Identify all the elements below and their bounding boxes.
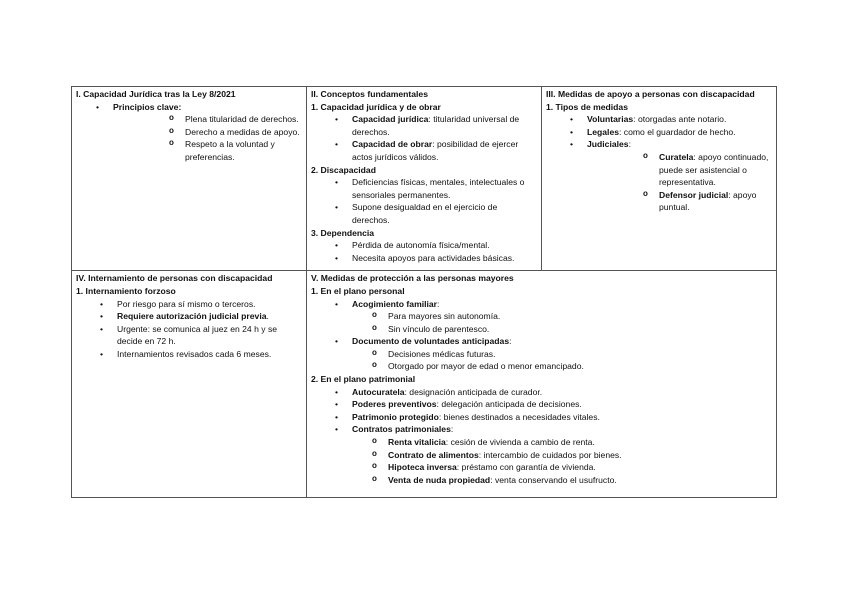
- list-item: • Internamientos revisados cada 6 meses.: [76, 348, 302, 361]
- item-text: : designación anticipada de curador.: [404, 386, 543, 397]
- list-item: o Derecho a medidas de apoyo.: [113, 126, 302, 139]
- section-title: IV. Internamiento de personas con discapacidad: [76, 273, 273, 284]
- list-item: • Pérdida de autonomía física/mental.: [311, 239, 537, 252]
- item-label: Venta de nuda propiedad: [388, 474, 491, 485]
- item-text: : otorgadas ante notario.: [633, 114, 727, 125]
- bullet-list: [311, 113, 537, 163]
- item-label: Capacidad jurídica: [352, 114, 429, 125]
- item-label: Legales: [587, 126, 620, 137]
- cell-internamiento: [72, 271, 307, 498]
- list-item: • Deficiencias físicas, mentales, intelectuales o sensoriales permanentes.: [311, 176, 537, 201]
- table-row: [72, 87, 777, 271]
- list-item: • Por riesgo para sí mismo o terceros.: [76, 298, 302, 311]
- item-label: Capacidad de obrar: [352, 139, 433, 150]
- list-item: [311, 113, 537, 138]
- item-label: Judiciales: [587, 139, 629, 150]
- list-item: [311, 138, 537, 163]
- cell-medidas-apoyo: [542, 87, 777, 271]
- item-label: Renta vitalicia: [388, 437, 446, 448]
- bullet-list: [546, 113, 772, 214]
- item-text: : venta conservando el usufructo.: [490, 474, 617, 485]
- item-label: Acogimiento familiar: [352, 298, 437, 309]
- list-item: [546, 113, 772, 126]
- subsection-title: 3. Dependencia: [311, 227, 375, 238]
- subsection-title: 2. Discapacidad: [311, 164, 376, 175]
- subsection-title: 1. En el plano personal: [311, 285, 405, 296]
- sub-list: [113, 113, 302, 163]
- list-item: • Requiere autorización judicial previa.: [76, 310, 302, 323]
- list-item: • Principios clave: o Plena titularidad de derechos. o Derecho a medidas de apoyo. o Respeto a la voluntad y preferencias.: [76, 101, 302, 164]
- cell-capacidad-juridica: [72, 87, 307, 271]
- item-text: : bienes destinados a necesidades vitales.: [438, 411, 600, 422]
- list-item: o Decisiones médicas futuras.: [352, 348, 772, 361]
- section-title: V. Medidas de protección a las personas mayores: [311, 273, 514, 284]
- item-text: : apoyo puntual.: [659, 189, 757, 213]
- list-item: o Plena titularidad de derechos.: [113, 113, 302, 126]
- item-text: : apoyo continuado, puede ser asistencial o representativa.: [659, 151, 769, 188]
- item-label: Documento de voluntades anticipadas: [352, 336, 510, 347]
- list-item: • Judiciales: o Curatela: apoyo continuado, puede ser asistencial o representativa. o Defensor judicial: apoyo puntual.: [546, 138, 772, 214]
- cell-conceptos: [307, 87, 542, 271]
- list-item: [587, 151, 772, 189]
- sub-list: [352, 348, 772, 373]
- list-item: [352, 436, 772, 449]
- list-item: [352, 474, 772, 487]
- sub-list: [587, 151, 772, 214]
- bullet-list: [76, 298, 302, 361]
- list-item: o Para mayores sin autonomía.: [352, 310, 772, 323]
- sub-list: [352, 436, 772, 486]
- list-item: • Acogimiento familiar: o Para mayores sin autonomía. o Sin vínculo de parentesco.: [311, 298, 772, 336]
- subsection-title: 1. Tipos de medidas: [546, 101, 628, 112]
- list-item: • Documento de voluntades anticipadas: o Decisiones médicas futuras. o Otorgado por mayor de edad o menor emancipado.: [311, 335, 772, 373]
- section-title: I. Capacidad Jurídica tras la Ley 8/2021: [76, 89, 236, 99]
- subsection-title: 2. En el plano patrimonial: [311, 374, 416, 385]
- item-text: : como el guardador de hecho.: [619, 126, 736, 137]
- subsection-title: 1. Internamiento forzoso: [76, 285, 176, 296]
- item-text: : préstamo con garantía de vivienda.: [456, 462, 596, 473]
- item-label: Patrimonio protegido: [352, 411, 439, 422]
- list-item: • Contratos patrimoniales: o Renta vitalicia: cesión de vivienda a cambio de renta. o Contrato de alimentos: intercambio de cuidados por bienes. o Hipoteca inversa: préstamo con garantía de vivienda. o Venta de nuda propiedad: venta conservando el usufructo.: [311, 423, 772, 486]
- list-item: [352, 449, 772, 462]
- list-item: [546, 126, 772, 139]
- cell-proteccion-mayores: [307, 271, 777, 498]
- list-item: • Supone desigualdad en el ejercicio de derechos.: [311, 201, 537, 226]
- bullet-list: [311, 298, 772, 374]
- list-item: o Sin vínculo de parentesco.: [352, 323, 772, 336]
- list-item: • Urgente: se comunica al juez en 24 h y se decide en 72 h.: [76, 323, 302, 348]
- item-label: Autocuratela: [352, 386, 405, 397]
- subsection-title: 1. Capacidad jurídica y de obrar: [311, 101, 441, 112]
- bullet-list: [311, 239, 537, 264]
- item-label: Defensor judicial: [659, 189, 729, 200]
- item-label: Poderes preventivos: [352, 399, 437, 410]
- list-item: [352, 461, 772, 474]
- bullet-list: [76, 101, 302, 164]
- list-item: o Respeto a la voluntad y preferencias.: [113, 138, 302, 163]
- table-row: [72, 271, 777, 498]
- item-label: Contratos patrimoniales: [352, 424, 451, 435]
- summary-table: [71, 86, 777, 498]
- item-text: : posibilidad de ejercer actos jurídicos válidos.: [352, 139, 519, 162]
- section-title: III. Medidas de apoyo a personas con discapacidad: [546, 89, 755, 99]
- bullet-list: [311, 176, 537, 226]
- item-label: Contrato de alimentos: [388, 449, 479, 460]
- list-item: o Otorgado por mayor de edad o menor emancipado.: [352, 360, 772, 373]
- item-text: : delegación anticipada de decisiones.: [436, 399, 582, 410]
- item-label: Curatela: [659, 151, 694, 162]
- item-label: Voluntarias: [587, 114, 634, 125]
- list-item: [587, 189, 772, 214]
- section-title: II. Conceptos fundamentales: [311, 89, 428, 99]
- list-item: • Necesita apoyos para actividades básicas.: [311, 252, 537, 265]
- item-label: Requiere autorización judicial previa: [117, 311, 267, 322]
- list-item: [311, 411, 772, 424]
- bullet-list: [311, 386, 772, 487]
- list-item: [311, 398, 772, 411]
- item-text: : intercambio de cuidados por bienes.: [478, 449, 622, 460]
- item-label: Hipoteca inversa: [388, 462, 457, 473]
- item-text: : titularidad universal de derechos.: [352, 114, 520, 137]
- item-text: : cesión de vivienda a cambio de renta.: [445, 437, 595, 448]
- item-label: Principios clave: [113, 101, 179, 112]
- list-item: [311, 386, 772, 399]
- sub-list: [352, 310, 772, 335]
